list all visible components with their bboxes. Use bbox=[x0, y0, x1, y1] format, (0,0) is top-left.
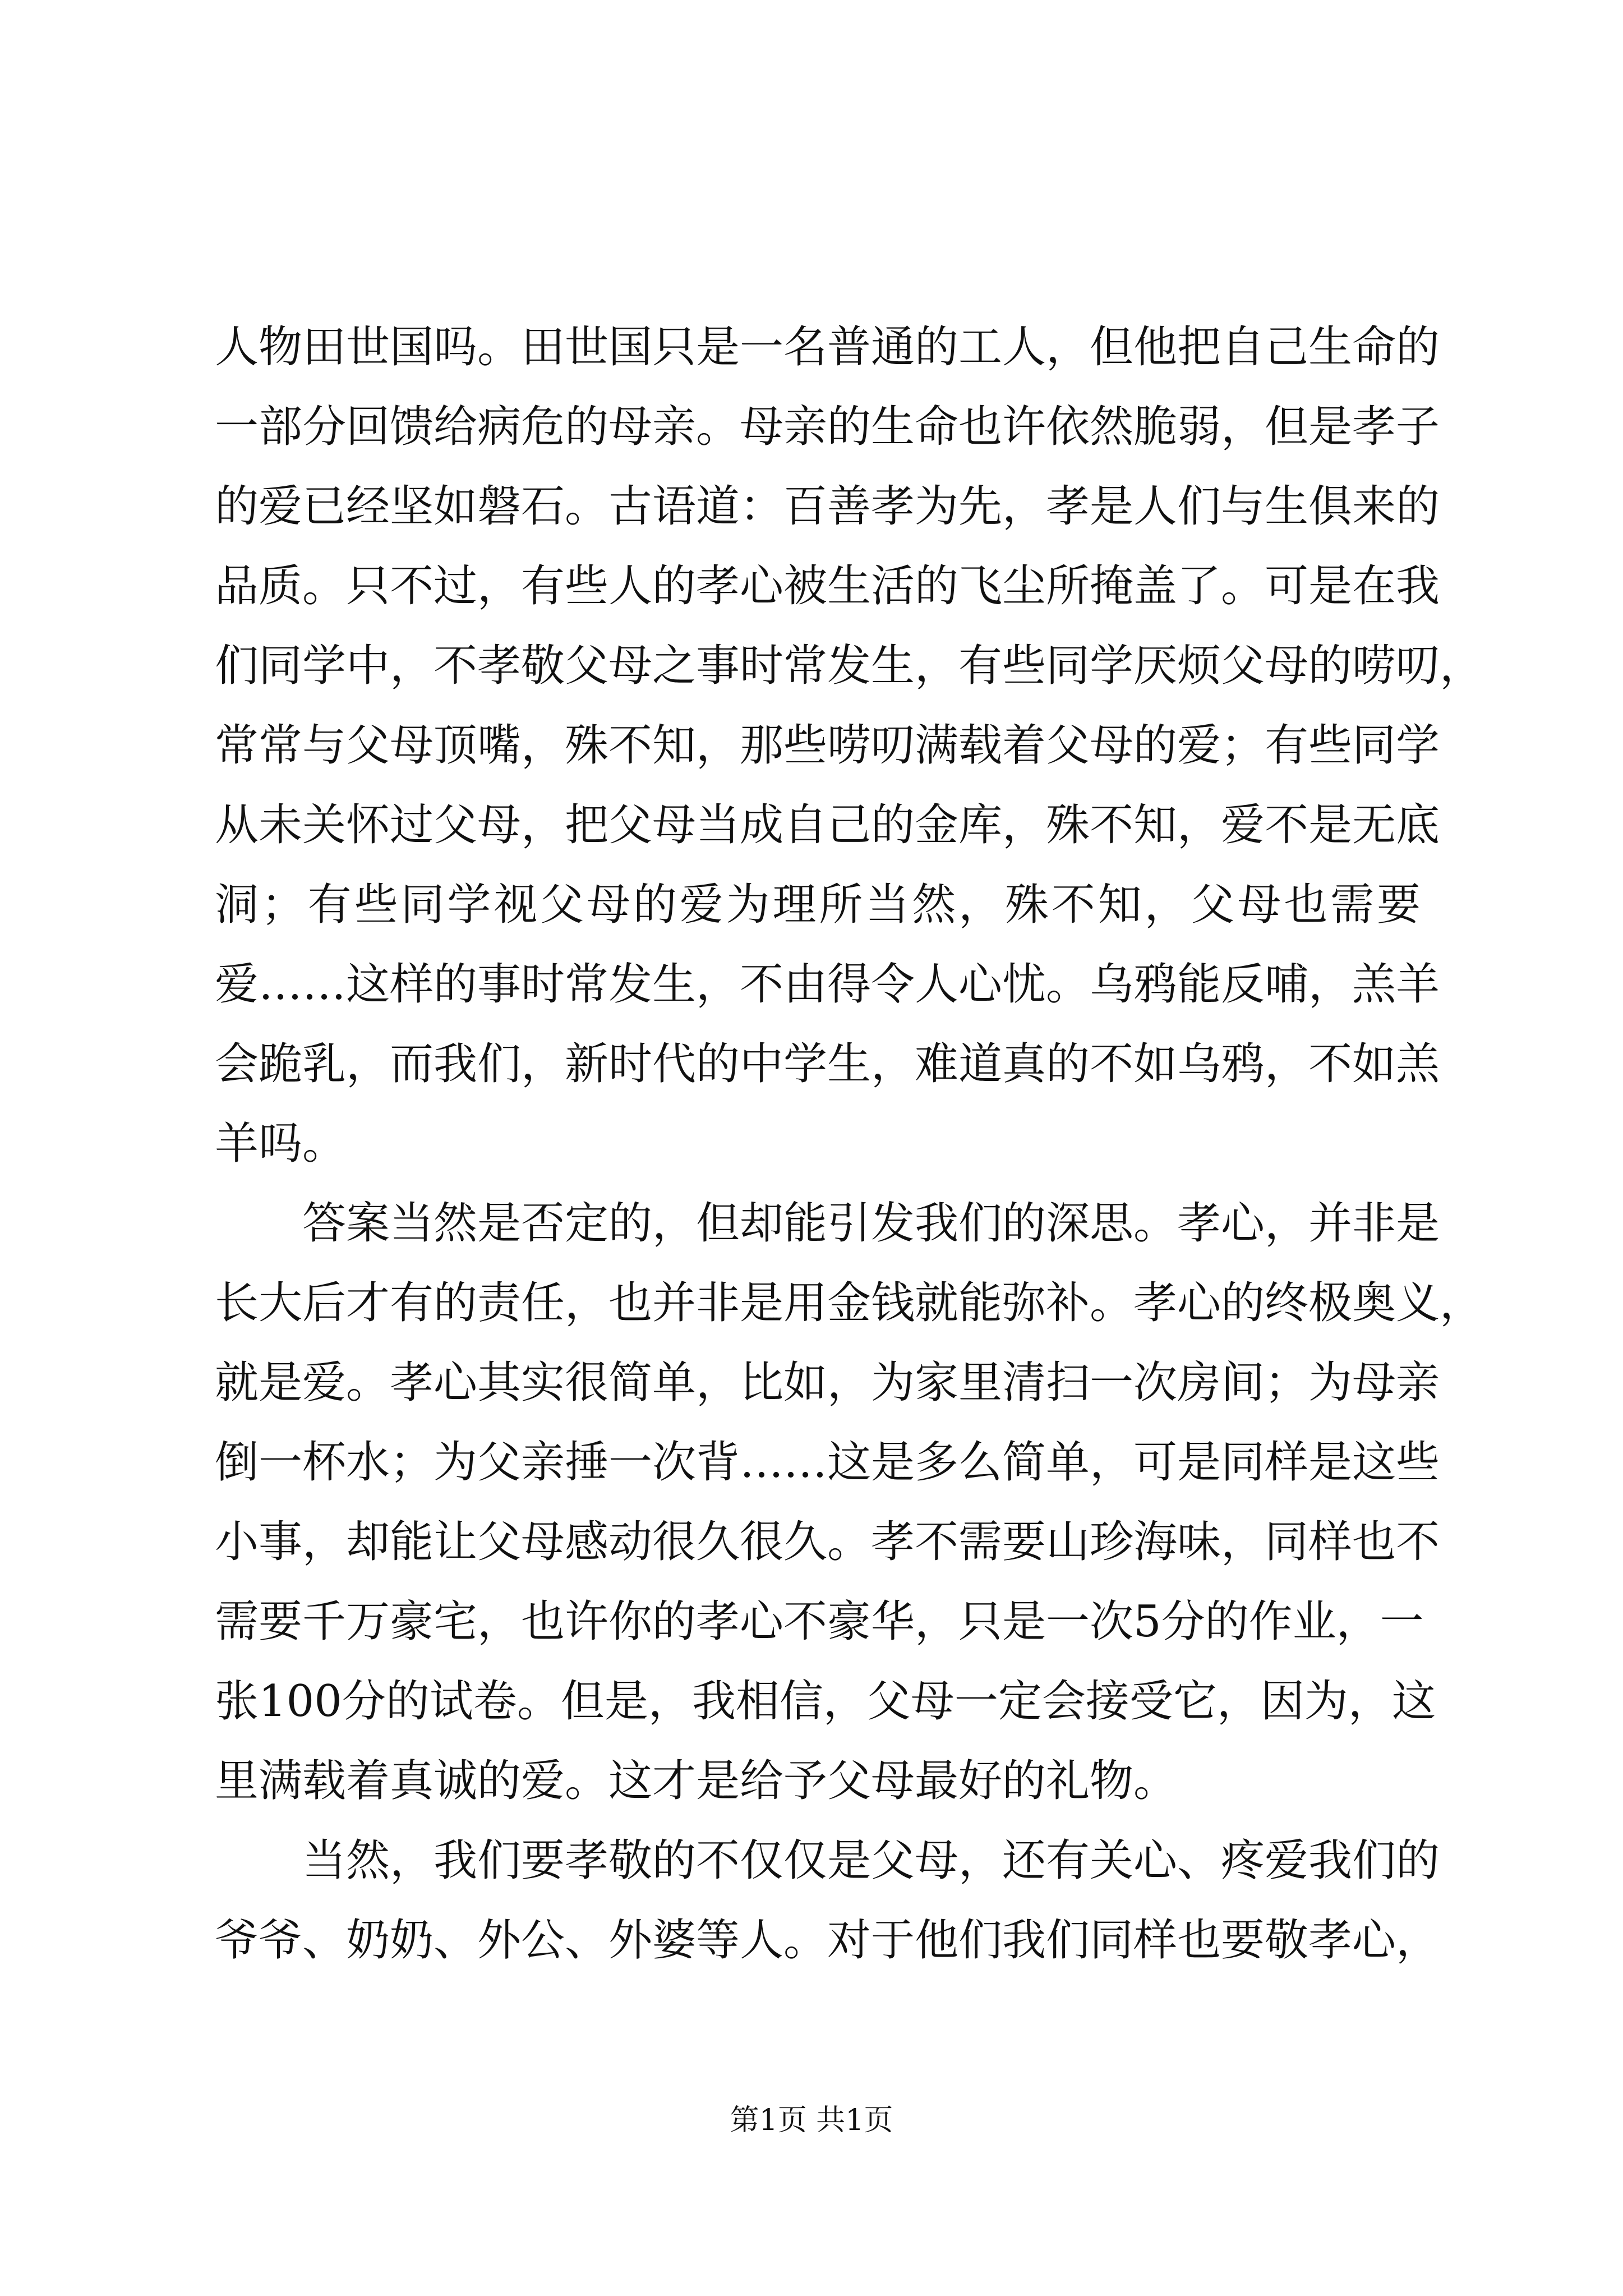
text-line: 们同学中，不孝敬父母之事时常发生，有些同学厌烦父母的唠叨， bbox=[215, 641, 1484, 691]
text-line: 倒一杯水；为父亲捶一次背……这是多么简单，可是同样是这些 bbox=[215, 1437, 1440, 1488]
text-line: 会跪乳，而我们，新时代的中学生，难道真的不如乌鸦，不如羔 bbox=[215, 1039, 1440, 1089]
text-line: 爱……这样的事时常发生，不由得令人心忧。乌鸦能反哺，羔羊 bbox=[215, 959, 1440, 1010]
text-line: 需要千万豪宅，也许你的孝心不豪华，只是一次5分的作业，一 bbox=[215, 1596, 1424, 1647]
text-line: 人物田世国吗。田世国只是一名普通的工人，但他把自己生命的 bbox=[215, 322, 1440, 372]
text-line: 的爱已经坚如磐石。古语道：百善孝为先，孝是人们与生俱来的 bbox=[215, 481, 1440, 532]
text-line: 就是爱。孝心其实很简单，比如，为家里清扫一次房间；为母亲 bbox=[215, 1358, 1440, 1408]
text-line: 爷爷、奶奶、外公、外婆等人。对于他们我们同样也要敬孝心， bbox=[215, 1915, 1440, 1966]
text-line: 洞；有些同学视父母的爱为理所当然，殊不知，父母也需要 bbox=[215, 880, 1421, 930]
text-line: 长大后才有的责任，也并非是用金钱就能弥补。孝心的终极奥义， bbox=[215, 1278, 1484, 1328]
text-line: 当然，我们要孝敬的不仅仅是父母，还有关心、疼爱我们的 bbox=[215, 1835, 1440, 1886]
text-line: 里满载着真诚的爱。这才是给予父母最好的礼物。 bbox=[215, 1756, 1178, 1806]
text-line: 小事，却能让父母感动很久很久。孝不需要山珍海味，同样也不 bbox=[215, 1517, 1440, 1567]
text-line: 张100分的试卷。但是，我相信，父母一定会接受它，因为，这 bbox=[215, 1676, 1436, 1727]
text-line: 常常与父母顶嘴，殊不知，那些唠叨满载着父母的爱；有些同学 bbox=[215, 720, 1440, 771]
page-footer: 第1页 共1页 bbox=[730, 2104, 893, 2137]
text-line: 答案当然是否定的，但却能引发我们的深思。孝心，并非是 bbox=[215, 1198, 1440, 1249]
text-line: 一部分回馈给病危的母亲。母亲的生命也许依然脆弱，但是孝子 bbox=[215, 402, 1440, 452]
text-line: 羊吗。 bbox=[215, 1119, 347, 1169]
text-line: 品质。只不过，有些人的孝心被生活的飞尘所掩盖了。可是在我 bbox=[215, 561, 1440, 611]
text-line: 从未关怀过父母，把父母当成自己的金库，殊不知，爱不是无底 bbox=[215, 800, 1440, 850]
body-text bbox=[215, 307, 1484, 1980]
